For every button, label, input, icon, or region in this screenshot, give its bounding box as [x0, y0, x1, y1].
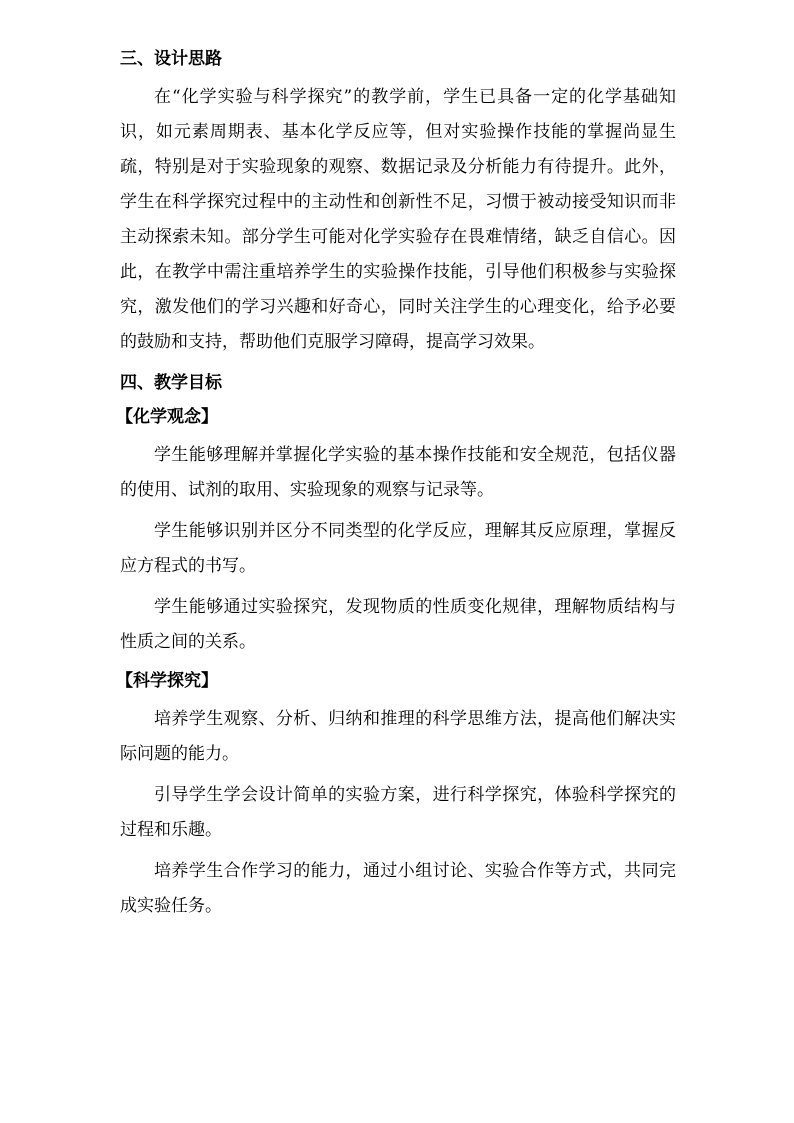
- sci-inquiry-paragraph-2: 引导学生学会设计简单的实验方案，进行科学探究，体验科学探究的过程和乐趣。: [120, 785, 676, 840]
- section-heading-teaching-goals: 四、教学目标: [120, 373, 222, 393]
- subheading-scientific-inquiry: 【科学探究】: [116, 671, 218, 691]
- design-ideas-paragraph: 在“化学实验与科学探究”的教学前，学生已具备一定的化学基础知识，如元素周期表、基本化学反应等，但对实验操作技能的掌握尚显生疏，特别是对于实验现象的观察、数据记录及分析能力有待提升。此外，学生在科学探究过程中的主动性和创新性不足，习惯于被动接受知识而非主动探索未知。部分学生可能对化学实验存在畏难情绪，缺乏自信心。因此，在教学中需注重培养学生的实验操作技能，引导他们积极参与实验探究，激发他们的学习兴趣和好奇心，同时关注学生的心理变化，给予必要的鼓励和支持，帮助他们克服学习障碍，提高学习效果。: [120, 87, 676, 352]
- subheading-chemistry-concept: 【化学观念】: [116, 407, 218, 427]
- section-heading-design-ideas: 三、设计思路: [120, 49, 222, 69]
- document-page: [116, 42, 676, 924]
- chem-concept-paragraph-3: 学生能够通过实验探究，发现物质的性质变化规律，理解物质结构与性质之间的关系。: [120, 597, 676, 652]
- chem-concept-paragraph-2: 学生能够识别并区分不同类型的化学反应，理解其反应原理，掌握反应方程式的书写。: [120, 521, 676, 576]
- sci-inquiry-paragraph-1: 培养学生观察、分析、归纳和推理的科学思维方法，提高他们解决实际问题的能力。: [120, 709, 676, 764]
- chem-concept-paragraph-1: 学生能够理解并掌握化学实验的基本操作技能和安全规范，包括仪器的使用、试剂的取用、实验现象的观察与记录等。: [120, 445, 676, 500]
- sci-inquiry-paragraph-3: 培养学生合作学习的能力，通过小组讨论、实验合作等方式，共同完成实验任务。: [120, 861, 676, 916]
